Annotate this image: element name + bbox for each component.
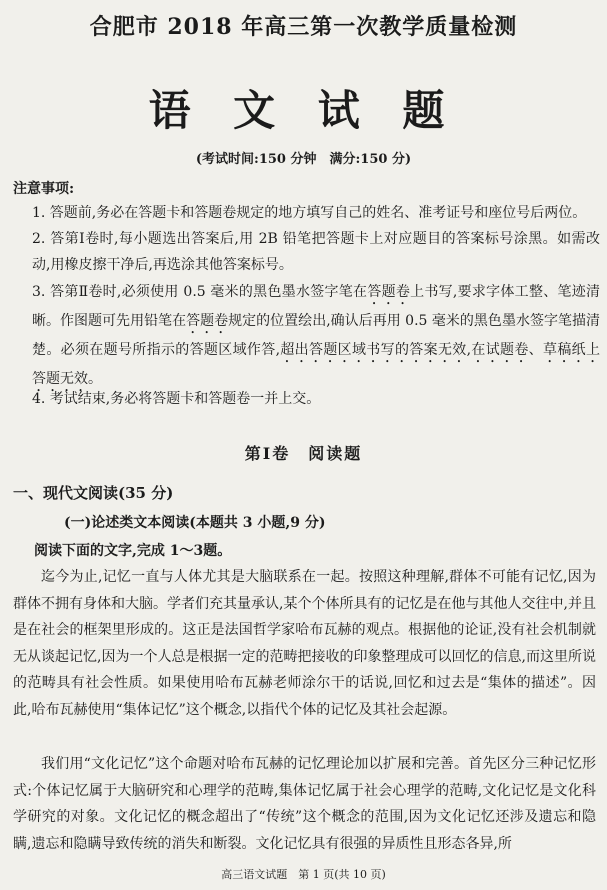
subject-title: 语 文 试 题: [148, 86, 459, 135]
part-title: 第Ⅰ卷 阅读题: [244, 444, 363, 463]
exam-title: 合肥市 2018 年高三第一次教学质量检测: [89, 14, 518, 40]
page-footer: 高三语文试题 第 1 页(共 10 页): [221, 868, 386, 881]
paragraph-1: 迄今为止,记忆一直与人体尤其是大脑联系在一起。按照这种理解,群体不可能有记忆,因为群体不拥有身体和大脑。学者们充其量承认,某个个体所具有的记忆是在他与其他人交往中,并且是在社会的框架里形成的。这正是法国哲学家哈布瓦赫的观点。根据他的论证,没有社会机制就无从谈起记忆,因为一个人总是根据一定的范畴把接收的印象整理成可以回忆的信息,而这里所说的范畴具有社会性质。如果使用哈布瓦赫老师涂尔干的话说,回忆和过去是“集体的描述”。因此,哈布瓦赫使用“集体记忆”这个概念,以指代个体的记忆及其社会起源。: [13, 569, 596, 718]
section-subtitle: (一)论述类文本阅读(本题共 3 小题,9 分): [64, 515, 326, 531]
notice-item-1: 1. 答题前,务必在答题卡和答题卷规定的地方填写自己的姓名、准考证号和座位号后两位。: [32, 205, 587, 221]
paragraph-2: 我们用“文化记忆”这个命题对哈布瓦赫的记忆理论加以扩展和完善。首先区分三种记忆形式:个体记忆属于大脑研究和心理学的范畴,集体记忆属于社会心理学的范畴,文化记忆是文化科学研究的对象。文化记忆的概念超出了“传统”这个概念的范围,因为文化记忆还涉及遗忘和隐瞒,遗忘和隐瞒导致传统的消失和断裂。文化记忆具有很强的异质性且形态各异,所: [13, 756, 596, 852]
exam-time-info: (考试时间:150 分钟 满分:150 分): [195, 152, 412, 167]
emphasis-answer-sheet: 答题卷: [367, 284, 411, 300]
emphasis-invalid-answer: 超出答题区域书写的答案无效,在试题卷、草稿纸上答题无效。: [32, 342, 600, 387]
emphasis-answer-sheet-2: 答题卷: [186, 313, 229, 329]
notice-heading: 注意事项:: [13, 181, 75, 197]
reading-instruction: 阅读下面的文字,完成 1～3题。: [34, 543, 232, 559]
section-title: 一、现代文阅读(35 分): [13, 484, 174, 502]
notice-item-3: 3. 答第Ⅱ卷时,必须使用 0.5 毫米的黑色墨水签字笔在答题卷上书写,要求字体工整、笔迹清晰。作图题可先用铅笔在答题卷规定的位置绘出,确认后再用 0.5 毫米的黑色墨水签字笔描清楚。必须在题号所指示的答题区域作答,超出答题区域书写的答案无效,在试题卷、草稿纸上答题无效。: [32, 284, 601, 387]
notice-item-2: 2. 答第Ⅰ卷时,每小题选出答案后,用 2B 铅笔把答题卡上对应题目的答案标号涂黑。如需改动,用橡皮擦干净后,再选涂其他答案标号。: [32, 231, 600, 273]
notice-item-4: 4. 考试结束,务必将答题卡和答题卷一并上交。: [32, 391, 321, 407]
